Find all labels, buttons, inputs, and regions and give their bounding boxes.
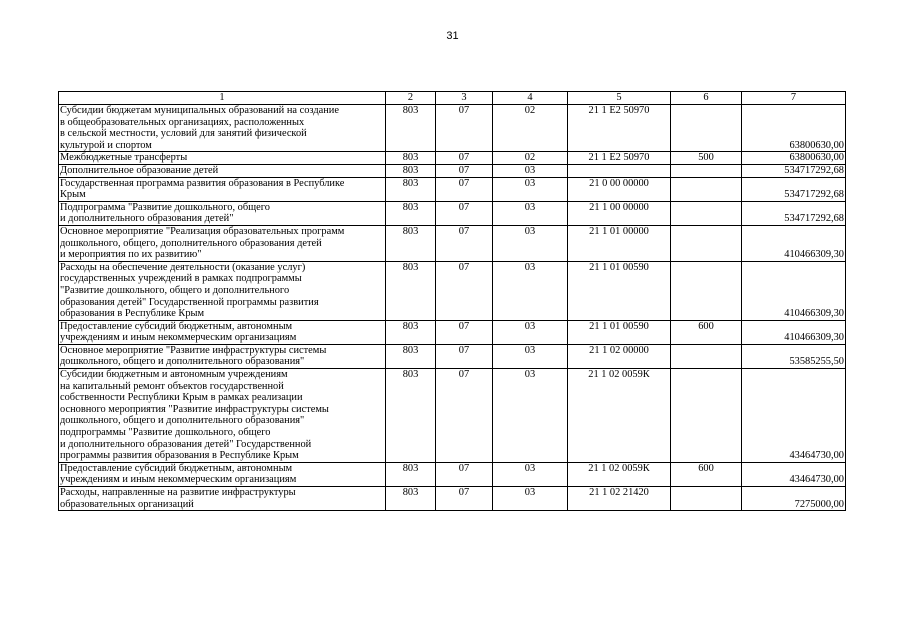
row-code-target: 21 1 02 00000 xyxy=(568,344,671,368)
row-code-target: 21 1 E2 50970 xyxy=(568,105,671,152)
row-code-section: 07 xyxy=(436,177,493,201)
page-number: 31 xyxy=(446,30,459,42)
table-row xyxy=(59,152,846,165)
row-amount: 534717292,68 xyxy=(742,177,846,201)
header-col-7: 7 xyxy=(742,92,846,105)
description-line: Межбюджетные трансферты xyxy=(60,152,188,164)
row-code-ministry: 803 xyxy=(386,462,436,486)
row-amount: 53585255,50 xyxy=(742,344,846,368)
row-code-section: 07 xyxy=(436,261,493,320)
row-code-ministry: 803 xyxy=(386,152,436,165)
description-line: и мероприятия по их развитию" xyxy=(60,249,202,261)
row-amount: 63800630,00 xyxy=(742,152,846,165)
row-code-section: 07 xyxy=(436,105,493,152)
table-row xyxy=(59,105,846,152)
description-line: учреждениям и иным некоммерческим организациям xyxy=(60,474,297,486)
row-description xyxy=(59,369,386,463)
row-code-section: 07 xyxy=(436,462,493,486)
row-description xyxy=(59,177,386,201)
table-row xyxy=(59,320,846,344)
description-line: дошкольного, общего и дополнительного образования" xyxy=(60,356,305,368)
table-row xyxy=(59,462,846,486)
row-amount: 410466309,30 xyxy=(742,320,846,344)
description-line: "Развитие дошкольного, общего и дополнительного xyxy=(60,284,290,296)
row-code-expense-type: 600 xyxy=(671,320,742,344)
row-code-subsection: 03 xyxy=(493,320,568,344)
description-line: культурой и спортом xyxy=(60,139,152,151)
header-col-1: 1 xyxy=(59,92,386,105)
row-code-section: 07 xyxy=(436,164,493,177)
description-line: образования детей" Государственной программы развития xyxy=(60,296,319,308)
row-code-target xyxy=(568,164,671,177)
row-description xyxy=(59,164,386,177)
description-line: и дополнительного образования детей" Государственной xyxy=(60,438,312,450)
row-code-subsection: 03 xyxy=(493,177,568,201)
table-row xyxy=(59,177,846,201)
row-amount: 43464730,00 xyxy=(742,462,846,486)
row-amount: 43464730,00 xyxy=(742,369,846,463)
budget-table xyxy=(58,91,846,511)
row-code-section: 07 xyxy=(436,152,493,165)
row-amount: 534717292,68 xyxy=(742,164,846,177)
row-code-target: 21 0 00 00000 xyxy=(568,177,671,201)
row-code-expense-type xyxy=(671,177,742,201)
row-code-ministry: 803 xyxy=(386,164,436,177)
row-code-subsection: 02 xyxy=(493,105,568,152)
description-line: Основное мероприятие "Реализация образовательных программ xyxy=(60,225,345,237)
description-line: Субсидии бюджетам муниципальных образований на создание xyxy=(60,105,339,116)
row-code-expense-type: 600 xyxy=(671,462,742,486)
row-code-ministry: 803 xyxy=(386,225,436,261)
header-col-2: 2 xyxy=(386,92,436,105)
description-line: Государственная программа развития образования в Республике xyxy=(60,177,345,189)
row-amount: 63800630,00 xyxy=(742,105,846,152)
description-line: собственности Республики Крым в рамках реализации xyxy=(60,392,303,404)
table-row xyxy=(59,344,846,368)
table-row xyxy=(59,225,846,261)
row-code-ministry: 803 xyxy=(386,487,436,511)
row-description xyxy=(59,201,386,225)
table-row xyxy=(59,261,846,320)
description-line: в сельской местности, условий для занятий физической xyxy=(60,128,307,140)
row-code-target: 21 1 01 00590 xyxy=(568,261,671,320)
row-code-target: 21 1 02 21420 xyxy=(568,487,671,511)
description-line: и дополнительного образования детей" xyxy=(60,213,234,225)
row-description xyxy=(59,462,386,486)
row-code-section: 07 xyxy=(436,201,493,225)
table-row xyxy=(59,369,846,463)
row-code-ministry: 803 xyxy=(386,320,436,344)
row-description xyxy=(59,225,386,261)
header-col-6: 6 xyxy=(671,92,742,105)
row-code-expense-type xyxy=(671,369,742,463)
row-code-subsection: 03 xyxy=(493,487,568,511)
row-code-expense-type xyxy=(671,201,742,225)
row-code-ministry: 803 xyxy=(386,105,436,152)
row-code-section: 07 xyxy=(436,344,493,368)
description-line: Расходы на обеспечение деятельности (оказание услуг) xyxy=(60,261,306,273)
header-col-5: 5 xyxy=(568,92,671,105)
description-line: подпрограммы "Развитие дошкольного, общего xyxy=(60,427,271,439)
description-line: основного мероприятия "Развитие инфраструктуры системы xyxy=(60,403,329,415)
row-code-target: 21 1 E2 50970 xyxy=(568,152,671,165)
description-line: на капитальный ремонт объектов государственной xyxy=(60,380,284,392)
row-description xyxy=(59,344,386,368)
row-code-section: 07 xyxy=(436,320,493,344)
row-code-subsection: 02 xyxy=(493,152,568,165)
description-line: дошкольного, общего, дополнительного образования детей xyxy=(60,237,322,249)
row-code-target: 21 1 02 0059К xyxy=(568,369,671,463)
row-code-subsection: 03 xyxy=(493,201,568,225)
row-description xyxy=(59,487,386,511)
row-code-section: 07 xyxy=(436,487,493,511)
description-line: в общеобразовательных организациях, расположенных xyxy=(60,116,305,128)
description-line: программы развития образования в Республике Крым xyxy=(60,450,299,462)
row-code-section: 07 xyxy=(436,225,493,261)
row-code-expense-type xyxy=(671,487,742,511)
row-code-subsection: 03 xyxy=(493,369,568,463)
table-header-row xyxy=(59,92,846,105)
description-line: Дополнительное образование детей xyxy=(60,164,219,176)
description-line: Крым xyxy=(60,189,86,201)
row-code-ministry: 803 xyxy=(386,201,436,225)
row-code-subsection: 03 xyxy=(493,225,568,261)
description-line: Субсидии бюджетным и автономным учреждениям xyxy=(60,369,288,381)
description-line: образовательных организаций xyxy=(60,498,194,510)
row-code-section: 07 xyxy=(436,369,493,463)
row-code-expense-type xyxy=(671,105,742,152)
row-code-ministry: 803 xyxy=(386,177,436,201)
description-line: Расходы, направленные на развитие инфраструктуры xyxy=(60,487,296,498)
description-line: Подпрограмма "Развитие дошкольного, общего xyxy=(60,201,270,213)
row-description xyxy=(59,261,386,320)
row-amount: 410466309,30 xyxy=(742,261,846,320)
row-code-target: 21 1 00 00000 xyxy=(568,201,671,225)
row-code-ministry: 803 xyxy=(386,369,436,463)
row-description xyxy=(59,105,386,152)
description-line: образования в Республике Крым xyxy=(60,308,205,320)
description-line: Предоставление субсидий бюджетным, автономным xyxy=(60,462,293,474)
row-code-subsection: 03 xyxy=(493,261,568,320)
row-code-target: 21 1 02 0059К xyxy=(568,462,671,486)
row-code-subsection: 03 xyxy=(493,344,568,368)
row-description xyxy=(59,320,386,344)
table-row xyxy=(59,164,846,177)
row-code-subsection: 03 xyxy=(493,164,568,177)
row-amount: 410466309,30 xyxy=(742,225,846,261)
description-line: дошкольного, общего и дополнительного образования" xyxy=(60,415,305,427)
header-col-3: 3 xyxy=(436,92,493,105)
row-amount: 7275000,00 xyxy=(742,487,846,511)
row-amount: 534717292,68 xyxy=(742,201,846,225)
header-col-4: 4 xyxy=(493,92,568,105)
row-code-expense-type xyxy=(671,164,742,177)
row-code-target: 21 1 01 00000 xyxy=(568,225,671,261)
row-code-subsection: 03 xyxy=(493,462,568,486)
row-code-expense-type: 500 xyxy=(671,152,742,165)
description-line: Основное мероприятие "Развитие инфраструктуры системы xyxy=(60,344,327,356)
row-code-ministry: 803 xyxy=(386,344,436,368)
row-description xyxy=(59,152,386,165)
description-line: учреждениям и иным некоммерческим организациям xyxy=(60,332,297,344)
description-line: государственных учреждений в рамках подпрограммы xyxy=(60,273,302,285)
row-code-ministry: 803 xyxy=(386,261,436,320)
row-code-expense-type xyxy=(671,261,742,320)
table-row xyxy=(59,201,846,225)
row-code-target: 21 1 01 00590 xyxy=(568,320,671,344)
description-line: Предоставление субсидий бюджетным, автономным xyxy=(60,320,293,332)
row-code-expense-type xyxy=(671,225,742,261)
table-row xyxy=(59,487,846,511)
row-code-expense-type xyxy=(671,344,742,368)
